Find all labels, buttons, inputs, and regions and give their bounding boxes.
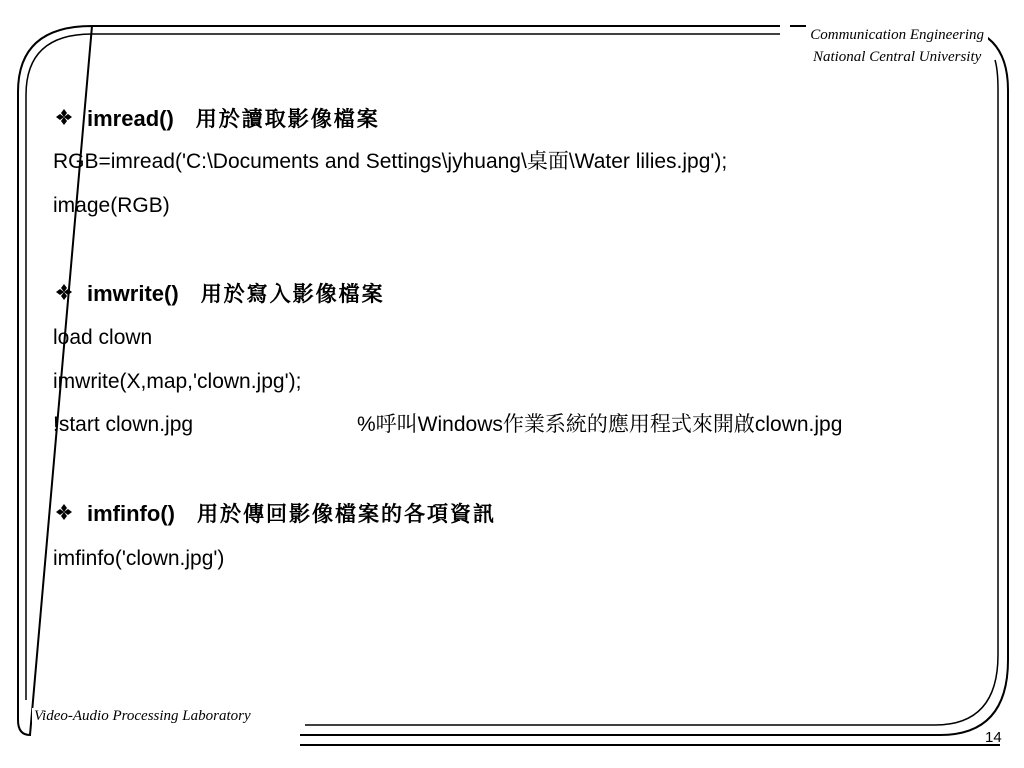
code-line: image(RGB) bbox=[53, 194, 170, 217]
code-line: imwrite(X,map,'clown.jpg'); bbox=[53, 370, 302, 393]
code-line-with-comment bbox=[53, 412, 993, 438]
section-imread-heading bbox=[53, 106, 380, 132]
footer-lab-name: Video-Audio Processing Laboratory bbox=[34, 708, 251, 724]
section-title-cn: 用於傳回影像檔案的各項資訊 bbox=[196, 501, 496, 526]
code-line: RGB=imread('C:\Documents and Settings\jyhuang\桌面\Water lilies.jpg'); bbox=[53, 150, 728, 173]
header-line-1: Communication Engineering bbox=[810, 27, 984, 43]
header-affiliation bbox=[806, 24, 988, 68]
section-title: imfinfo() bbox=[87, 501, 175, 526]
code-line: imfinfo('clown.jpg') bbox=[53, 547, 225, 570]
diamond-bullet-icon bbox=[53, 106, 79, 132]
section-imfinfo-heading bbox=[53, 501, 496, 527]
diamond-bullet-icon bbox=[53, 501, 79, 527]
code-line: !start clown.jpg bbox=[53, 413, 194, 436]
code-comment: %呼叫Windows作業系統的應用程式來開啟clown.jpg bbox=[357, 413, 843, 436]
section-title: imread() bbox=[87, 106, 174, 131]
header-line-2: National Central University bbox=[812, 49, 982, 65]
section-title-cn: 用於寫入影像檔案 bbox=[200, 281, 385, 306]
diamond-bullet-icon bbox=[53, 281, 79, 307]
section-title-cn: 用於讀取影像檔案 bbox=[195, 106, 380, 131]
section-title: imwrite() bbox=[87, 281, 179, 306]
code-line: load clown bbox=[53, 326, 153, 349]
section-imwrite-heading bbox=[53, 281, 385, 307]
page-number: 14 bbox=[985, 729, 1002, 746]
